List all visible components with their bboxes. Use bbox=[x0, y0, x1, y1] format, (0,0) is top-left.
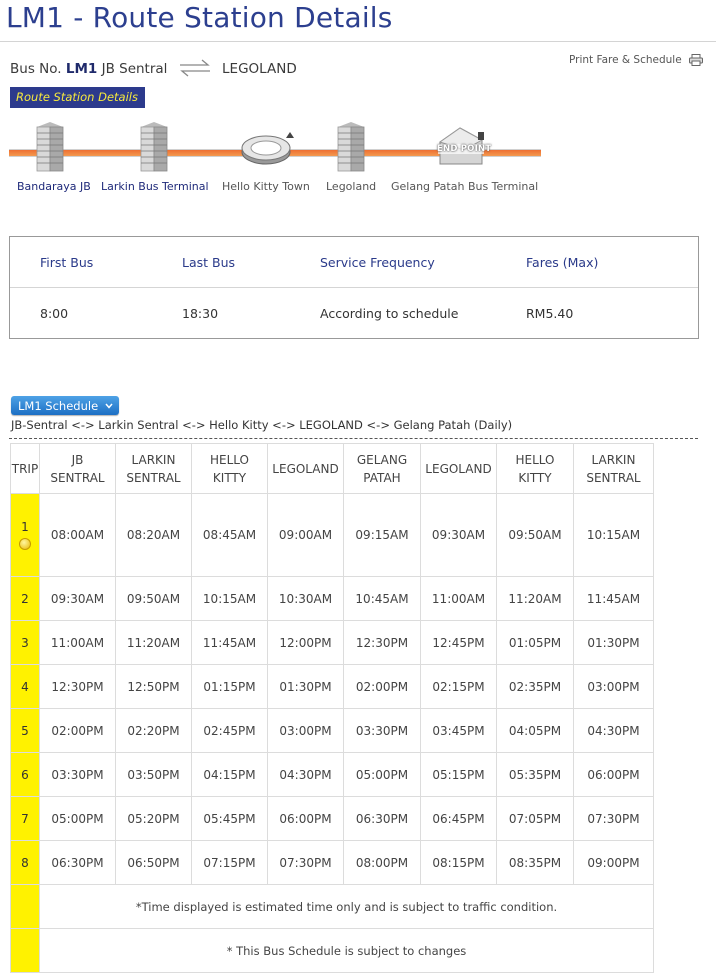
schedule-header-row bbox=[11, 444, 654, 494]
bus-to: LEGOLAND bbox=[222, 61, 297, 77]
trip-column-filler bbox=[11, 885, 40, 929]
schedule-header-text: PATAH bbox=[363, 470, 401, 485]
schedule-time-cell: 09:00AM bbox=[268, 494, 344, 577]
schedule-time-cell: 02:35PM bbox=[497, 665, 574, 709]
schedule-header-cell bbox=[40, 444, 116, 494]
trip-number-cell bbox=[11, 621, 40, 665]
schedule-time-cell: 12:30PM bbox=[344, 621, 421, 665]
schedule-time-cell: 02:00PM bbox=[40, 709, 116, 753]
schedule-time-cell: 09:50AM bbox=[497, 494, 574, 577]
schedule-time-cell: 02:45PM bbox=[192, 709, 268, 753]
schedule-time-cell: 03:00PM bbox=[574, 665, 654, 709]
schedule-time-cell: 11:45AM bbox=[574, 577, 654, 621]
schedule-time-cell: 05:45PM bbox=[192, 797, 268, 841]
schedule-header-text: SENTRAL bbox=[50, 470, 105, 485]
schedule-subtitle: JB-Sentral <-> Larkin Sentral <-> Hello Kitty <-> LEGOLAND <-> Gelang Patah (Daily) bbox=[11, 418, 513, 432]
schedule-note-row bbox=[11, 885, 654, 929]
bus-route-line bbox=[10, 59, 297, 81]
building-icon bbox=[139, 121, 169, 177]
schedule-table bbox=[10, 443, 654, 973]
station-label-hello-kitty[interactable]: Hello Kitty Town bbox=[222, 180, 310, 193]
swap-arrows-icon bbox=[178, 59, 212, 81]
schedule-time-cell: 12:30PM bbox=[40, 665, 116, 709]
schedule-time-cell: 07:05PM bbox=[497, 797, 574, 841]
schedule-header-text: LEGOLAND bbox=[425, 461, 492, 476]
trip-number: 8 bbox=[21, 855, 29, 870]
schedule-time-cell: 08:35PM bbox=[497, 841, 574, 885]
trip-number: 3 bbox=[21, 635, 29, 650]
schedule-time-cell: 07:30PM bbox=[268, 841, 344, 885]
station-label-larkin[interactable]: Larkin Bus Terminal bbox=[101, 180, 209, 193]
schedule-time-cell: 05:20PM bbox=[116, 797, 192, 841]
schedule-time-cell: 12:45PM bbox=[421, 621, 497, 665]
schedule-header-cell bbox=[574, 444, 654, 494]
page-title: LM1 - Route Station Details bbox=[6, 1, 393, 34]
schedule-dropdown-button[interactable] bbox=[11, 396, 119, 415]
schedule-time-cell: 06:00PM bbox=[574, 753, 654, 797]
table-row bbox=[11, 709, 654, 753]
trip-number-cell bbox=[11, 797, 40, 841]
schedule-time-cell: 08:45AM bbox=[192, 494, 268, 577]
schedule-time-cell: 11:45AM bbox=[192, 621, 268, 665]
schedule-time-cell: 12:00PM bbox=[268, 621, 344, 665]
table-row bbox=[11, 621, 654, 665]
end-point-badge: END POINT bbox=[437, 144, 492, 154]
building-icon bbox=[336, 121, 366, 177]
schedule-time-cell: 01:15PM bbox=[192, 665, 268, 709]
current-trip-indicator-icon bbox=[19, 538, 31, 550]
schedule-time-cell: 09:30AM bbox=[40, 577, 116, 621]
schedule-note: * This Bus Schedule is subject to changes bbox=[40, 929, 654, 973]
schedule-time-cell: 11:20AM bbox=[497, 577, 574, 621]
schedule-header-text: LARKIN bbox=[131, 452, 176, 467]
schedule-time-cell: 04:15PM bbox=[192, 753, 268, 797]
schedule-header-cell bbox=[116, 444, 192, 494]
trip-number-cell bbox=[11, 577, 40, 621]
schedule-time-cell: 04:05PM bbox=[497, 709, 574, 753]
schedule-header-text: KITTY bbox=[518, 470, 552, 485]
schedule-time-cell: 03:50PM bbox=[116, 753, 192, 797]
trip-number: 5 bbox=[21, 723, 29, 738]
bus-number: LM1 bbox=[65, 61, 98, 77]
info-header-last-bus: Last Bus bbox=[182, 255, 236, 270]
schedule-time-cell: 10:30AM bbox=[268, 577, 344, 621]
service-info-table bbox=[9, 236, 699, 339]
schedule-time-cell: 08:00PM bbox=[344, 841, 421, 885]
info-first-bus: 8:00 bbox=[40, 306, 69, 321]
info-header-frequency: Service Frequency bbox=[320, 255, 435, 270]
info-header-first-bus: First Bus bbox=[40, 255, 94, 270]
trip-number: 4 bbox=[21, 679, 29, 694]
schedule-time-cell: 06:45PM bbox=[421, 797, 497, 841]
table-row bbox=[11, 494, 654, 577]
schedule-time-cell: 08:15PM bbox=[421, 841, 497, 885]
schedule-time-cell: 04:30PM bbox=[268, 753, 344, 797]
schedule-header-text: HELLO bbox=[515, 452, 555, 467]
schedule-time-cell: 09:15AM bbox=[344, 494, 421, 577]
schedule-time-cell: 07:30PM bbox=[574, 797, 654, 841]
trip-number-cell bbox=[11, 753, 40, 797]
table-row bbox=[11, 753, 654, 797]
schedule-time-cell: 07:15PM bbox=[192, 841, 268, 885]
schedule-time-cell: 06:30PM bbox=[344, 797, 421, 841]
schedule-time-cell: 05:00PM bbox=[40, 797, 116, 841]
table-row bbox=[11, 797, 654, 841]
schedule-time-cell: 03:45PM bbox=[421, 709, 497, 753]
schedule-time-cell: 06:30PM bbox=[40, 841, 116, 885]
schedule-time-cell: 12:50PM bbox=[116, 665, 192, 709]
stadium-icon bbox=[240, 130, 296, 170]
schedule-header-text: SENTRAL bbox=[126, 470, 181, 485]
trip-number: 6 bbox=[21, 767, 29, 782]
schedule-header-text: SENTRAL bbox=[586, 470, 641, 485]
printer-icon bbox=[689, 54, 703, 69]
schedule-time-cell: 01:30PM bbox=[574, 621, 654, 665]
table-row bbox=[11, 665, 654, 709]
schedule-header-text: HELLO bbox=[210, 452, 249, 467]
bus-prefix: Bus No. bbox=[10, 61, 62, 77]
trip-number-cell bbox=[11, 494, 40, 577]
station-label-gelang-patah[interactable]: Gelang Patah Bus Terminal bbox=[391, 180, 539, 193]
schedule-time-cell: 06:00PM bbox=[268, 797, 344, 841]
info-header-row bbox=[10, 237, 698, 288]
info-last-bus: 18:30 bbox=[182, 306, 219, 321]
info-value-row bbox=[10, 288, 698, 339]
schedule-header-text: LEGOLAND bbox=[272, 461, 339, 476]
schedule-header-cell bbox=[11, 444, 40, 494]
schedule-time-cell: 05:00PM bbox=[344, 753, 421, 797]
print-label: Print Fare & Schedule bbox=[569, 54, 682, 66]
schedule-header-text: TRIP bbox=[11, 461, 39, 476]
schedule-time-cell: 04:30PM bbox=[574, 709, 654, 753]
building-icon bbox=[35, 121, 65, 177]
schedule-time-cell: 01:30PM bbox=[268, 665, 344, 709]
schedule-header-cell bbox=[192, 444, 268, 494]
schedule-header-cell bbox=[497, 444, 574, 494]
schedule-time-cell: 01:05PM bbox=[497, 621, 574, 665]
schedule-time-cell: 10:15AM bbox=[574, 494, 654, 577]
schedule-note: *Time displayed is estimated time only and is subject to traffic condition. bbox=[40, 885, 654, 929]
info-fares: RM5.40 bbox=[526, 306, 574, 321]
schedule-header-cell bbox=[421, 444, 497, 494]
info-frequency: According to schedule bbox=[320, 306, 459, 321]
schedule-time-cell: 08:20AM bbox=[116, 494, 192, 577]
schedule-button-label: LM1 Schedule bbox=[18, 399, 99, 413]
schedule-header-cell bbox=[344, 444, 421, 494]
schedule-time-cell: 02:15PM bbox=[421, 665, 497, 709]
route-station-details-tag: Route Station Details bbox=[10, 87, 145, 108]
trip-number-cell bbox=[11, 841, 40, 885]
schedule-time-cell: 02:00PM bbox=[344, 665, 421, 709]
schedule-time-cell: 11:00AM bbox=[40, 621, 116, 665]
schedule-time-cell: 09:00PM bbox=[574, 841, 654, 885]
schedule-header-text: LARKIN bbox=[591, 452, 636, 467]
schedule-header-cell bbox=[268, 444, 344, 494]
print-fare-schedule-link[interactable] bbox=[569, 54, 703, 69]
schedule-time-cell: 05:15PM bbox=[421, 753, 497, 797]
schedule-time-cell: 08:00AM bbox=[40, 494, 116, 577]
station-label-legoland[interactable]: Legoland bbox=[326, 180, 377, 193]
trip-number: 1 bbox=[21, 520, 29, 534]
info-header-fares: Fares (Max) bbox=[526, 255, 599, 270]
schedule-time-cell: 11:00AM bbox=[421, 577, 497, 621]
table-row bbox=[11, 577, 654, 621]
station-label-bandaraya-jb[interactable]: Bandaraya JB bbox=[17, 180, 91, 193]
trip-number-cell bbox=[11, 709, 40, 753]
schedule-time-cell: 09:50AM bbox=[116, 577, 192, 621]
schedule-time-cell: 03:30PM bbox=[40, 753, 116, 797]
schedule-time-cell: 10:45AM bbox=[344, 577, 421, 621]
chevron-down-icon bbox=[105, 396, 113, 415]
trip-number-cell bbox=[11, 665, 40, 709]
schedule-time-cell: 06:50PM bbox=[116, 841, 192, 885]
schedule-time-cell: 02:20PM bbox=[116, 709, 192, 753]
schedule-time-cell: 05:35PM bbox=[497, 753, 574, 797]
schedule-time-cell: 03:30PM bbox=[344, 709, 421, 753]
dashed-divider bbox=[9, 438, 698, 439]
schedule-header-text: KITTY bbox=[212, 470, 247, 485]
schedule-time-cell: 11:20AM bbox=[116, 621, 192, 665]
trip-number: 2 bbox=[21, 591, 29, 606]
schedule-header-text: GELANG bbox=[356, 452, 408, 467]
table-row bbox=[11, 841, 654, 885]
trip-number: 7 bbox=[21, 811, 29, 826]
schedule-time-cell: 10:15AM bbox=[192, 577, 268, 621]
title-divider bbox=[0, 41, 716, 42]
schedule-time-cell: 03:00PM bbox=[268, 709, 344, 753]
bus-from: JB Sentral bbox=[101, 61, 168, 77]
schedule-header-text: JB bbox=[71, 452, 84, 467]
schedule-time-cell: 09:30AM bbox=[421, 494, 497, 577]
